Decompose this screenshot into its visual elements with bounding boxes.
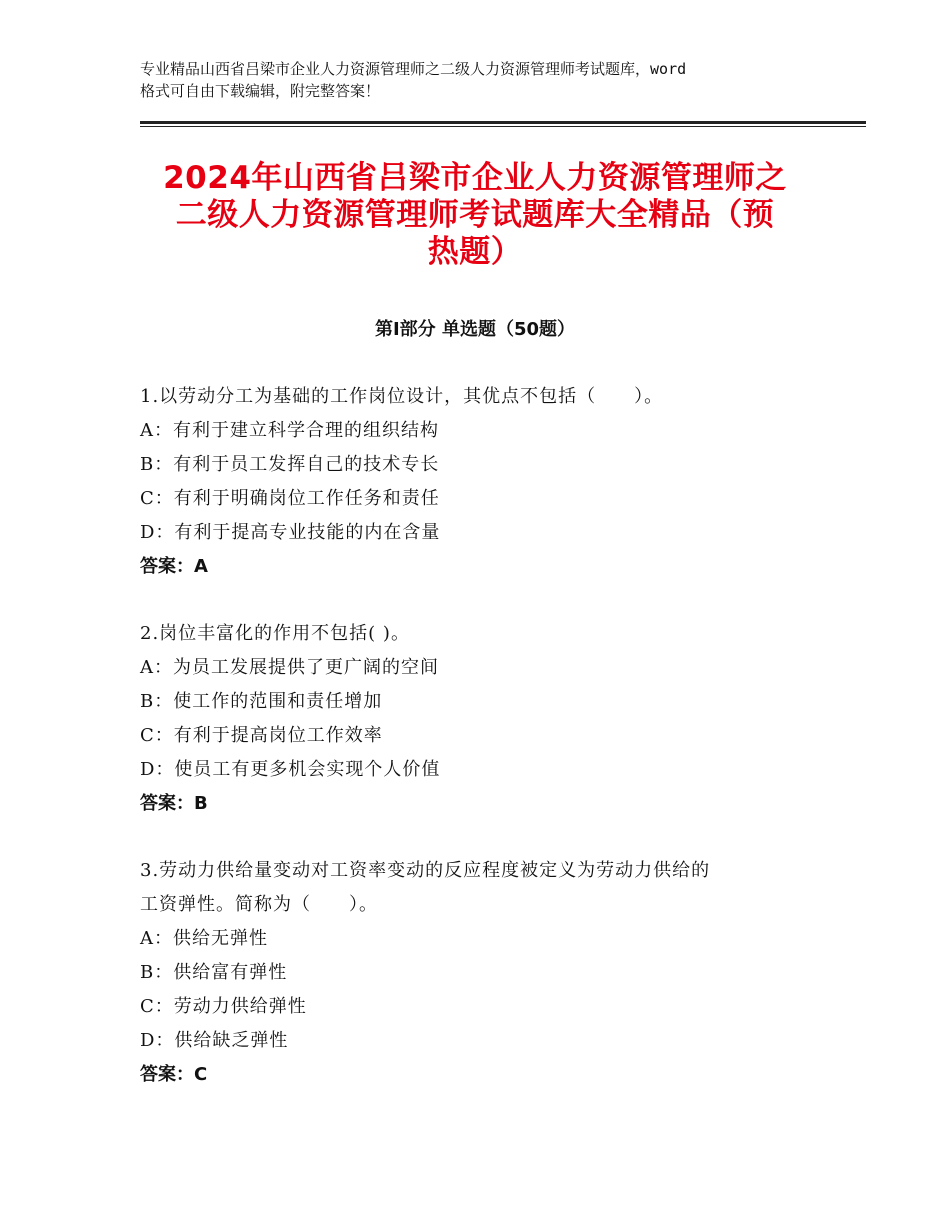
option-c: C：有利于提高岗位工作效率 [140, 725, 383, 746]
header-note [140, 58, 840, 102]
option-a: A：供给无弹性 [140, 928, 268, 949]
question-stem-line-1: 3.劳动力供给量变动对工资率变动的反应程度被定义为劳动力供给的 [140, 860, 711, 881]
option-b: B：有利于员工发挥自己的技术专长 [140, 454, 440, 475]
option-b: B：使工作的范围和责任增加 [140, 691, 383, 712]
title-line-3: 热题） [427, 234, 523, 270]
question-list [140, 380, 820, 1125]
document-title [110, 160, 840, 271]
question-stem: 1.以劳动分工为基础的工作岗位设计，其优点不包括（ ）。 [140, 386, 664, 407]
answer: 答案：C [140, 1064, 208, 1085]
option-a: A：有利于建立科学合理的组织结构 [140, 420, 439, 441]
option-c: C：劳动力供给弹性 [140, 996, 307, 1017]
option-d: D：供给缺乏弹性 [140, 1030, 289, 1051]
option-b: B：供给富有弹性 [140, 962, 288, 983]
header-divider-thick [140, 121, 866, 124]
question-1 [140, 380, 820, 584]
option-d: D：有利于提高专业技能的内在含量 [140, 522, 441, 543]
answer: 答案：B [140, 793, 208, 814]
title-line-2: 二级人力资源管理师考试题库大全精品（预 [175, 197, 775, 233]
option-d: D：使员工有更多机会实现个人价值 [140, 759, 441, 780]
question-stem: 2.岗位丰富化的作用不包括( )。 [140, 623, 410, 644]
question-3 [140, 854, 820, 1092]
option-a: A：为员工发展提供了更广阔的空间 [140, 657, 439, 678]
header-divider-thin [140, 126, 866, 127]
header-note-line-1: 专业精品山西省吕梁市企业人力资源管理师之二级人力资源管理师考试题库，word [140, 60, 687, 78]
question-stem-line-2: 工资弹性。简称为（ ）。 [140, 894, 378, 915]
option-c: C：有利于明确岗位工作任务和责任 [140, 488, 440, 509]
header-note-line-2: 格式可自由下载编辑，附完整答案！ [140, 82, 381, 100]
answer: 答案：A [140, 556, 208, 577]
title-line-1: 2024年山西省吕梁市企业人力资源管理师之 [163, 160, 787, 196]
section-heading: 第Ⅰ部分 单选题（50题） [374, 319, 575, 340]
question-2 [140, 617, 820, 821]
